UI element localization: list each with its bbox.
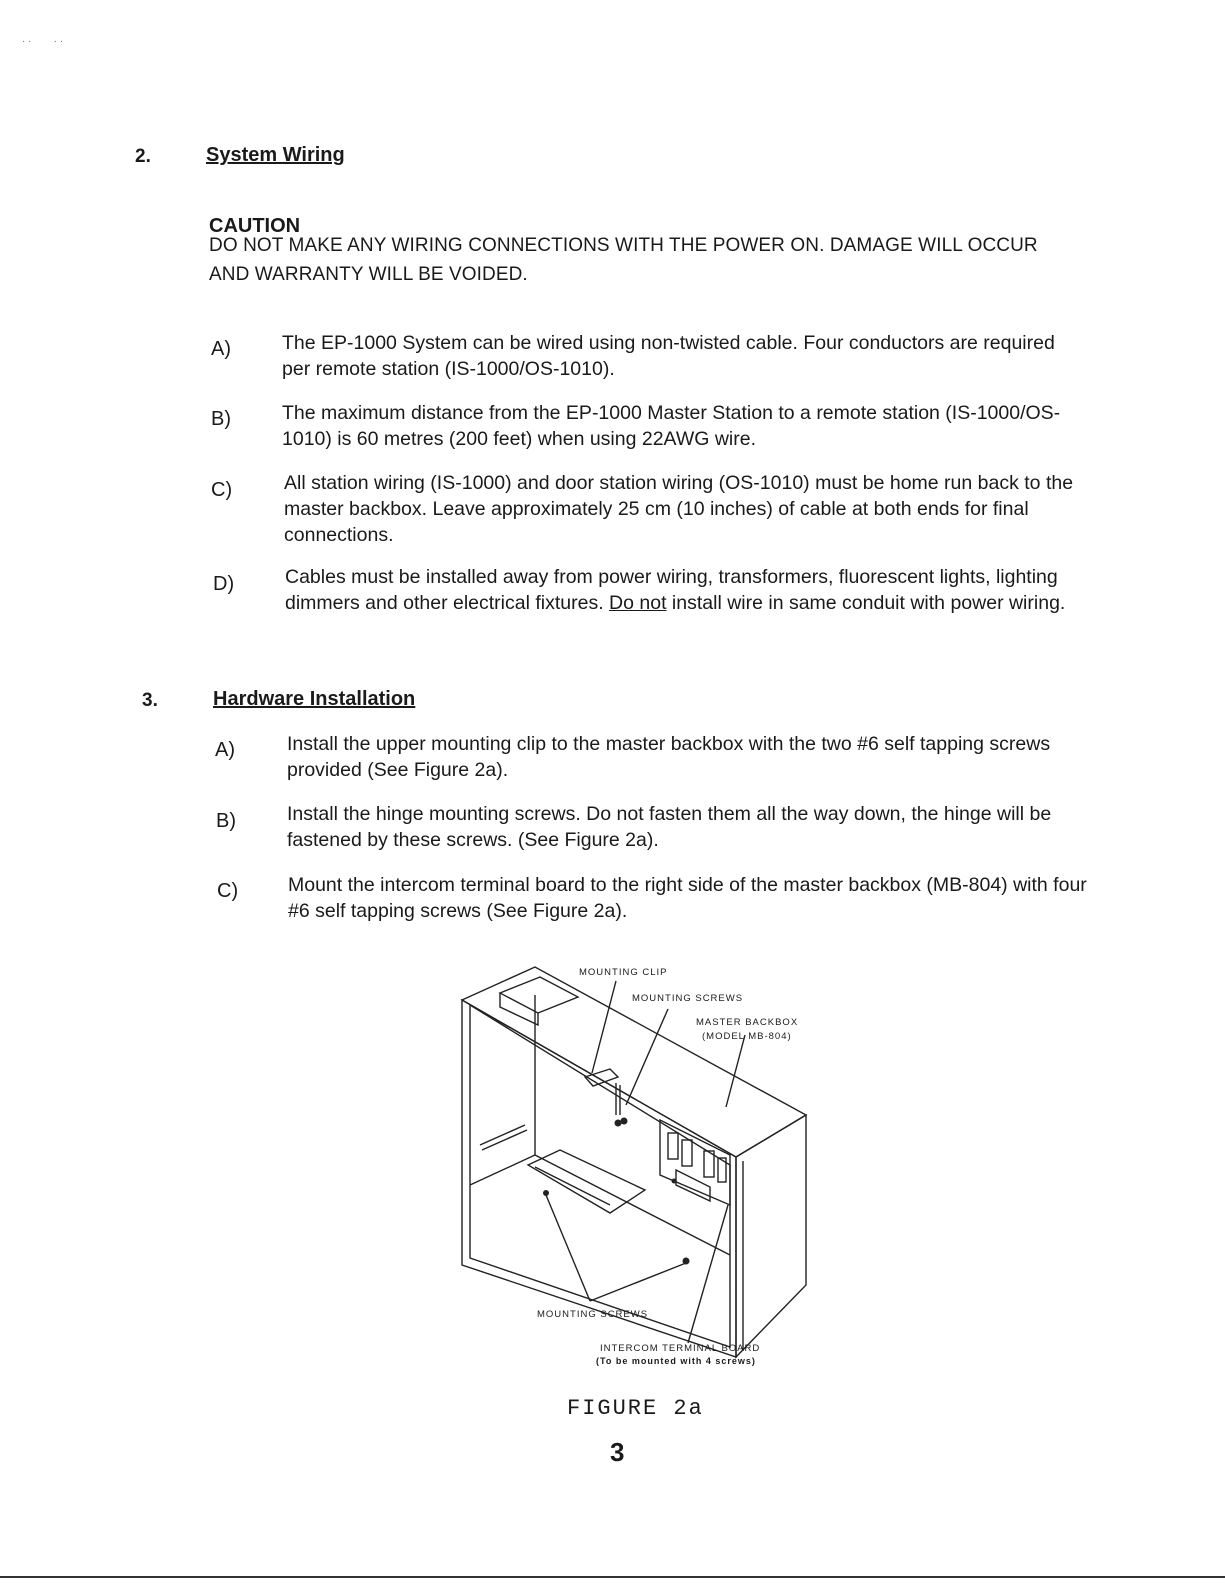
label-master-backbox: MASTER BACKBOX — [696, 1017, 799, 1028]
wiring-item-c-text: All station wiring (IS-1000) and door station wiring (OS-1010) must be home run back to the master backbox. Leave approximately 25 cm (10 inches) of cable at both ends for final connections. — [284, 472, 1074, 546]
caution-line-2: AND WARRANTY WILL BE VOIDED. — [209, 264, 528, 285]
section-2-number: 2. — [135, 146, 151, 167]
label-mounting-screws-top: MOUNTING SCREWS — [632, 993, 744, 1004]
section-2-title: System Wiring — [206, 144, 345, 166]
figure-caption: FIGURE 2a — [567, 1396, 704, 1421]
wiring-item-d-text-part2: install wire in same conduit with power wiring. — [666, 592, 1066, 614]
caution-line-1: DO NOT MAKE ANY WIRING CONNECTIONS WITH THE POWER ON. DAMAGE WILL OCCUR — [209, 235, 1038, 256]
caution-text — [209, 231, 1038, 289]
wiring-item-d-text-part1: Cables must be installed away from power wiring, transformers, fluorescent lights, lighting dimmers and other electrical fixtures. — [285, 566, 1058, 614]
hardware-item-c-label: C) — [217, 880, 239, 902]
hinge-screw-1 — [543, 1190, 549, 1196]
wiring-item-b-text: The maximum distance from the EP-1000 Master Station to a remote station (IS-1000/OS-1010) is 60 metres (200 feet) when using 22AWG wire. — [282, 402, 1061, 450]
backbox-right-side — [736, 1115, 806, 1357]
hinge-screw-2 — [683, 1258, 690, 1265]
backbox-inner-opening — [470, 1005, 730, 1347]
do-not-emphasis: Do not — [609, 592, 667, 614]
screw-2 — [621, 1118, 628, 1125]
scan-edge-line — [0, 1576, 1225, 1578]
scan-specks: · · · · — [22, 36, 64, 47]
label-terminal-board: INTERCOM TERMINAL BOARD — [600, 1343, 761, 1354]
wiring-item-a-label: A) — [211, 338, 231, 360]
figure-2a — [440, 955, 840, 1385]
label-master-backbox-model: (MODEL MB-804) — [702, 1031, 792, 1042]
wiring-item-d-text — [285, 564, 1085, 616]
hardware-item-c-text: Mount the intercom terminal board to the right side of the master backbox (MB-804) with four #6 self tapping screws (See Figure 2a). — [288, 874, 1087, 922]
hardware-item-b-label: B) — [216, 810, 236, 832]
hardware-item-a-text: Install the upper mounting clip to the master backbox with the two #6 self tapping screws provided (See Figure 2a). — [287, 733, 1051, 781]
label-terminal-board-note: (To be mounted with 4 screws) — [596, 1356, 756, 1366]
page-number: 3 — [610, 1437, 625, 1467]
mounting-clip-shape — [500, 977, 578, 1013]
hardware-item-b-text: Install the hinge mounting screws. Do not fasten them all the way down, the hinge will be fastened by these screws. (See Figure 2a). — [287, 803, 1052, 851]
section-3-title: Hardware Installation — [213, 688, 416, 710]
caution-heading: CAUTION — [209, 215, 301, 237]
wiring-item-b-label: B) — [211, 408, 231, 430]
hardware-item-a-label: A) — [215, 739, 235, 761]
section-3-number: 3. — [142, 690, 158, 711]
label-mounting-screws-bottom: MOUNTING SCREWS — [537, 1309, 649, 1320]
wiring-item-a-text: The EP-1000 System can be wired using non-twisted cable. Four conductors are required per remote station (IS-1000/OS-1010). — [282, 332, 1055, 380]
wiring-item-c-label: C) — [211, 479, 233, 501]
wiring-item-d-label: D) — [213, 573, 235, 595]
screw-1 — [615, 1120, 622, 1127]
label-mounting-clip: MOUNTING CLIP — [579, 967, 668, 978]
